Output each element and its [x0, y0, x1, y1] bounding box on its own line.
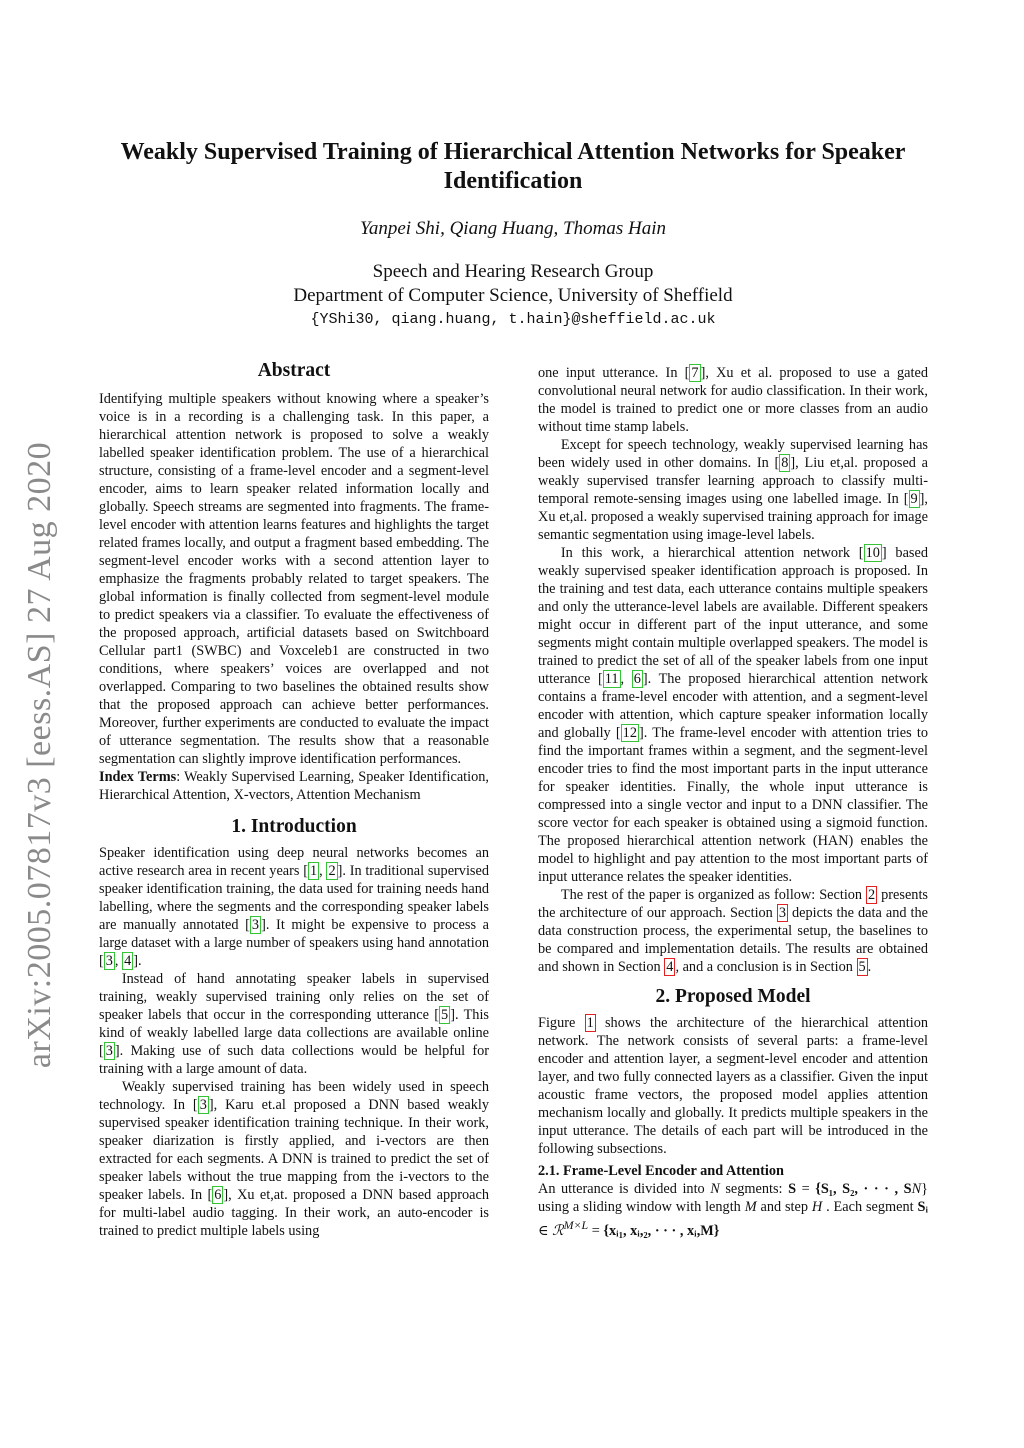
citation-link[interactable]: 2: [328, 863, 336, 879]
authors: Yanpei Shi, Qiang Huang, Thomas Hain: [360, 218, 666, 239]
intro-paragraph-6: [538, 544, 928, 886]
figure-link[interactable]: 1: [586, 1015, 594, 1031]
model-heading: 2. Proposed Model: [655, 986, 811, 1007]
math-dims: M×L: [563, 1218, 589, 1232]
text-run: .: [867, 959, 872, 975]
affiliation-department: Department of Computer Science, University of Sheffield: [293, 285, 733, 306]
math-set-close: }: [921, 1181, 928, 1197]
text-run: Speaker identification using deep neural networks becomes an active research area in recent years [: [99, 845, 489, 879]
text-run: ∈: [538, 1222, 553, 1239]
section-link[interactable]: 5: [858, 959, 866, 975]
text-run: ]. This kind of weakly labelled large data collections are available online [: [99, 1007, 489, 1059]
citation-link[interactable]: 6: [214, 1187, 222, 1203]
text-run: ,: [319, 863, 327, 879]
index-terms-label: Index Terms: [99, 769, 177, 785]
citation-link[interactable]: 7: [691, 365, 699, 381]
subsection-heading: 2.1. Frame-Level Encoder and Attention: [538, 1163, 784, 1179]
text-run: =: [796, 1181, 816, 1197]
text-run: The rest of the paper is organized as follow: Section: [560, 887, 867, 903]
math-n: N: [710, 1181, 720, 1197]
affiliation-group: Speech and Hearing Research Group: [372, 261, 654, 282]
citation-link[interactable]: 6: [633, 671, 641, 687]
index-terms: [99, 768, 489, 804]
text-run: =: [588, 1222, 604, 1239]
section-link[interactable]: 3: [778, 905, 787, 921]
text-run: . Each segment: [822, 1199, 918, 1215]
section-link[interactable]: 4: [666, 959, 674, 975]
intro-paragraph-4: [538, 364, 928, 436]
citation-link[interactable]: 3: [251, 917, 260, 933]
citation-link[interactable]: 3: [105, 953, 113, 969]
math-s: S: [788, 1181, 797, 1197]
intro-paragraph-1: [99, 844, 489, 970]
citation-link[interactable]: 12: [622, 725, 637, 741]
text-run: ]. In traditional supervised speaker identification training, the data used for training needs hand labelling, where the segments and the corresponding speaker labels are manually annotated [: [99, 863, 489, 933]
text-run: Instead of hand annotating speaker labels in supervised training, weakly supervised training only relies on the set of speaker labels that occur in the corresponding utterance [: [99, 971, 489, 1023]
affiliation: [100, 260, 926, 308]
citation-link[interactable]: 5: [441, 1007, 449, 1023]
author-emails[interactable]: {YShi30, qiang.huang, t.hain}@sheffield.ac.uk: [310, 311, 716, 328]
math-si: Sᵢ: [917, 1199, 928, 1215]
paper-title: Weakly Supervised Training of Hierarchical Attention Networks for Speaker Identification: [120, 139, 906, 194]
citation-link[interactable]: 8: [781, 455, 789, 471]
text-run: one input utterance. In [: [538, 365, 690, 381]
citation-link[interactable]: 4: [124, 953, 132, 969]
citation-link[interactable]: 10: [865, 545, 880, 561]
text-run: ], Xu et,at. proposed a DNN based approach for multi-label audio tagging. In their work, an auto-encoder is trained to predict multiple labels using: [99, 1187, 489, 1239]
text-run: ], Liu et,al. proposed a weakly supervised transfer learning approach to classify multi-temporal remote-sensing images using one labelled image. In [: [538, 455, 928, 507]
math-m: M: [744, 1199, 757, 1215]
abstract-heading: Abstract: [257, 360, 331, 381]
left-column: [99, 358, 489, 1240]
text-run: ].: [133, 953, 142, 969]
model-paragraph-2: [538, 1180, 928, 1240]
text-run: ]. Making use of such data collections would be helpful for training with a large amount of data.: [99, 1043, 489, 1077]
text-run: using a sliding window with length: [538, 1199, 745, 1215]
section-link[interactable]: 2: [868, 887, 876, 903]
intro-paragraph-5: [538, 436, 928, 544]
text-run: segments:: [719, 1181, 789, 1197]
text-run: Weakly supervised training has been widely used in speech technology. In [: [99, 1079, 489, 1113]
arxiv-identifier-text: arXiv:2005.07817v3 [eess.AS] 27 Aug 2020: [21, 441, 59, 1069]
text-run: ,: [620, 671, 632, 687]
text-run: ] based weakly supervised speaker identification approach is proposed. In the training and test data, each utterance contains multiple speakers and only the utterance-level labels are available. Different speakers might occur in different part of the input utterance, and some segments might contain multiple overlapped speakers. The model is trained to predict the set of all of the speaker labels from one input utterance [: [538, 545, 928, 687]
citation-link[interactable]: 1: [309, 863, 318, 879]
text-run: ]. The frame-level encoder with attention tries to find the important frames within a segment, and the segment-level encoder tries to find the most important parts in the input utterance for speaker identities. Finally, the whole input utterance is compressed into a single vector and input to a DNN classifier. The score vector for each speaker is obtained using a sigmoid function. The proposed hierarchical attention network (HAN) enables the model to highlight and pay attention to the most important parts of input utterance relates the speaker identities.: [538, 725, 928, 885]
citation-link[interactable]: 3: [105, 1043, 113, 1059]
text-run: ], Karu et.al proposed a DNN based weakly supervised speaker identification training technique. In their work, speaker diarization is firstly applied, and i-vectors are then extracted for each segments. A DNN is trained to predict the set of speaker labels without the true mapping from the i-vectors to the speaker labels. In [: [99, 1097, 489, 1203]
right-column: [538, 364, 928, 1240]
intro-paragraph-2: [99, 970, 489, 1078]
text-run: ]. It might be expensive to process a large dataset with a large number of speakers using hand annotation [: [99, 917, 489, 969]
citation-link[interactable]: 9: [910, 491, 918, 507]
math-segment-set: {S₁, S₂, · · · , S: [815, 1181, 912, 1197]
text-run: Figure: [538, 1015, 585, 1031]
math-n-sub: N: [911, 1181, 922, 1197]
text-run: presents the architecture of our approach. Section: [538, 887, 928, 921]
intro-paragraph-7: [538, 886, 928, 976]
text-run: In this work, a hierarchical attention network [: [560, 545, 864, 561]
text-run: An utterance is divided into: [538, 1181, 711, 1197]
abstract-text: Identifying multiple speakers without knowing where a speaker’s voice is in a recording is a challenging task. In this paper, a hierarchical attention network is proposed to solve a weakly labelled speaker identification problem. The use of a hierarchical structure, consisting of a frame-level encoder and a segment-level encoder, aims to learn speaker related information locally and globally. Speech streams are segmented into fragments. The frame-level encoder with attention learns features and highlights the target related frames locally, and output a fragment based embedding. The segment-level encoder works with a second attention layer to emphasize the fragments probably related to target speakers. The global information is finally collected from segment-level module to predict speakers via a classifier. To evaluate the effectiveness of the proposed approach, artificial datasets based on Switchboard Cellular part1 (SWBC) and Voxceleb1 are constructed in two conditions, where speakers’ voices are overlapped and not overlapped. Comparing to two baselines the obtained results show that the proposed approach can achieve better performances. Moreover, further experiments are conducted to evaluate the impact of utterance segmentation. The results show that a reasonable segmentation can slightly improve identification performances.: [99, 391, 489, 767]
intro-paragraph-3: [99, 1078, 489, 1240]
index-terms-list: : Weakly Supervised Learning, Speaker Identification, Hierarchical Attention, X-vectors, Attention Mechanism: [99, 769, 489, 803]
intro-heading: 1. Introduction: [231, 816, 357, 837]
text-run: ,: [114, 953, 123, 969]
text-run: ]. The proposed hierarchical attention network contains a frame-level encoder with attention, and a segment-level encoder with attention, which capture speaker information locally and globally [: [538, 671, 928, 741]
citation-link[interactable]: 11: [604, 671, 619, 687]
text-run: ], Xu et al. proposed to use a gated convolutional neural network for audio classification. In their work, the model is trained to predict one or more classes from an audio without time stamp labels.: [538, 365, 928, 435]
citation-link[interactable]: 3: [199, 1097, 207, 1113]
text-run: depicts the data and the data construction process, the experimental setup, the baselines to be compared and implementation details. The results are obtained and shown in Section: [538, 905, 928, 975]
text-run: ], Xu et,al. proposed a weakly supervised training approach for image semantic segmentation using image-level labels.: [538, 491, 928, 543]
math-r: ℛ: [552, 1222, 564, 1239]
math-h: H: [811, 1199, 823, 1215]
arxiv-identifier-stamp: [0, 430, 80, 1080]
model-paragraph-1: [538, 1014, 928, 1158]
math-frame-set: {xᵢ₁, xᵢ,₂, · · · , xᵢ,M}: [603, 1222, 720, 1239]
text-run: and step: [756, 1199, 812, 1215]
text-run: shows the architecture of the hierarchical attention network. The network consists of several parts: a frame-level encoder and attention layer, a segment-level encoder and attention layer, and two fully connected layers as a classifier. Given the input acoustic frame vectors, the proposed model applies attention mechanism locally and globally. It predicts multiple speakers in the input utterance. The details of each part will be introduced in the following subsections.: [538, 1015, 928, 1157]
text-run: Except for speech technology, weakly supervised learning has been widely used in other domains. In [: [538, 437, 928, 471]
text-run: , and a conclusion is in Section: [675, 959, 857, 975]
